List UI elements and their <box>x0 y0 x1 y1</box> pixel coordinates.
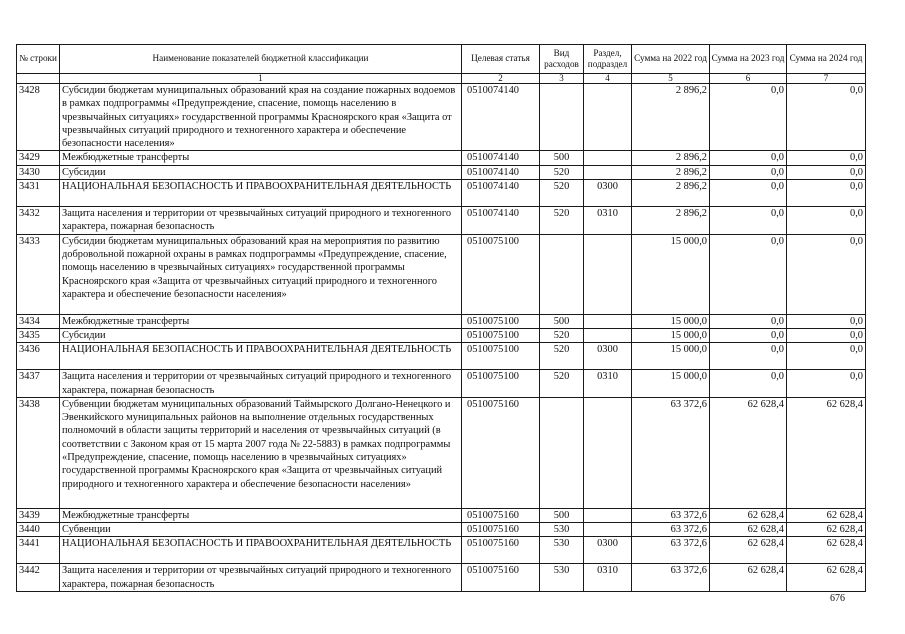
row-sum-2022: 15 000,0 <box>632 370 710 398</box>
table-row <box>17 84 866 151</box>
row-number: 3429 <box>17 151 60 165</box>
row-expense-type: 520 <box>540 343 584 370</box>
table-row <box>17 314 866 328</box>
column-number: 4 <box>584 74 632 84</box>
row-sum-2022: 63 372,6 <box>632 397 710 508</box>
table-row <box>17 397 866 508</box>
row-sum-2024: 0,0 <box>787 180 866 207</box>
column-number: 5 <box>632 74 710 84</box>
row-expense-type: 500 <box>540 151 584 165</box>
row-target-code: 0510075160 <box>462 508 540 522</box>
table-row <box>17 328 866 342</box>
row-target-code: 0510075160 <box>462 537 540 564</box>
row-expense-type: 520 <box>540 328 584 342</box>
row-sum-2024: 62 628,4 <box>787 564 866 592</box>
row-name: Субвенции бюджетам муниципальных образований Таймырского Долгано-Ненецкого и Эвенкийского муниципальных районов на выполнение отдельных государственных полномочий в области защиты территорий и населения от чрезвычайных ситуаций (в соответствии с Законом края от 15 марта 2007 года № 22-5883) в рамках подпрограммы «Предупреждение, спасение, помощь населению в чрезвычайных ситуациях» государственной программы Красноярского края «Защита от чрезвычайных ситуаций природного и техногенного характера и обеспечение безопасности населения» <box>60 397 462 508</box>
table-row <box>17 180 866 207</box>
row-section <box>584 84 632 151</box>
row-name: Защита населения и территории от чрезвычайных ситуаций природного и техногенного характера, пожарная безопасность <box>60 564 462 592</box>
row-sum-2022: 15 000,0 <box>632 343 710 370</box>
row-sum-2023: 0,0 <box>710 165 787 179</box>
row-sum-2023: 0,0 <box>710 151 787 165</box>
table-body <box>17 84 866 592</box>
table-row <box>17 234 866 314</box>
row-sum-2024: 0,0 <box>787 207 866 235</box>
row-number: 3440 <box>17 523 60 537</box>
row-name: Защита населения и территории от чрезвычайных ситуаций природного и техногенного характера, пожарная безопасность <box>60 207 462 235</box>
row-sum-2024: 62 628,4 <box>787 537 866 564</box>
row-sum-2024: 0,0 <box>787 84 866 151</box>
header-row <box>17 45 866 74</box>
column-number-row <box>17 74 866 84</box>
column-number: 3 <box>540 74 584 84</box>
row-sum-2024: 0,0 <box>787 165 866 179</box>
column-number: 1 <box>60 74 462 84</box>
header-sum-2023: Сумма на 2023 год <box>710 45 787 74</box>
row-sum-2023: 0,0 <box>710 370 787 398</box>
row-target-code: 0510075100 <box>462 234 540 314</box>
row-target-code: 0510075100 <box>462 370 540 398</box>
row-sum-2024: 0,0 <box>787 328 866 342</box>
row-sum-2023: 0,0 <box>710 180 787 207</box>
row-section: 0300 <box>584 180 632 207</box>
row-sum-2023: 0,0 <box>710 314 787 328</box>
row-target-code: 0510075100 <box>462 314 540 328</box>
row-sum-2023: 0,0 <box>710 343 787 370</box>
row-sum-2023: 62 628,4 <box>710 397 787 508</box>
row-section: 0300 <box>584 343 632 370</box>
row-expense-type: 520 <box>540 207 584 235</box>
row-number: 3433 <box>17 234 60 314</box>
row-section: 0300 <box>584 537 632 564</box>
column-number: 7 <box>787 74 866 84</box>
row-sum-2024: 62 628,4 <box>787 397 866 508</box>
column-number-empty <box>17 74 60 84</box>
row-number: 3434 <box>17 314 60 328</box>
table-row <box>17 207 866 235</box>
row-expense-type: 520 <box>540 180 584 207</box>
row-sum-2022: 63 372,6 <box>632 523 710 537</box>
row-section <box>584 523 632 537</box>
row-number: 3436 <box>17 343 60 370</box>
row-sum-2022: 63 372,6 <box>632 537 710 564</box>
row-name: Межбюджетные трансферты <box>60 314 462 328</box>
row-number: 3428 <box>17 84 60 151</box>
row-section <box>584 314 632 328</box>
row-sum-2023: 0,0 <box>710 207 787 235</box>
table-row <box>17 165 866 179</box>
row-sum-2024: 62 628,4 <box>787 523 866 537</box>
table-row <box>17 370 866 398</box>
header-num: № строки <box>17 45 60 74</box>
row-name: Межбюджетные трансферты <box>60 508 462 522</box>
row-sum-2022: 63 372,6 <box>632 564 710 592</box>
row-target-code: 0510074140 <box>462 151 540 165</box>
header-sum-2022: Сумма на 2022 год <box>632 45 710 74</box>
row-number: 3432 <box>17 207 60 235</box>
row-sum-2023: 0,0 <box>710 328 787 342</box>
row-section <box>584 328 632 342</box>
row-target-code: 0510075160 <box>462 523 540 537</box>
row-sum-2023: 62 628,4 <box>710 564 787 592</box>
row-number: 3430 <box>17 165 60 179</box>
row-name: НАЦИОНАЛЬНАЯ БЕЗОПАСНОСТЬ И ПРАВООХРАНИТЕЛЬНАЯ ДЕЯТЕЛЬНОСТЬ <box>60 343 462 370</box>
row-number: 3439 <box>17 508 60 522</box>
table-row <box>17 343 866 370</box>
row-section: 0310 <box>584 207 632 235</box>
row-sum-2022: 2 896,2 <box>632 151 710 165</box>
row-target-code: 0510074140 <box>462 84 540 151</box>
row-expense-type: 530 <box>540 537 584 564</box>
row-target-code: 0510075100 <box>462 328 540 342</box>
row-expense-type: 520 <box>540 370 584 398</box>
row-section: 0310 <box>584 370 632 398</box>
row-number: 3438 <box>17 397 60 508</box>
row-number: 3431 <box>17 180 60 207</box>
row-number: 3441 <box>17 537 60 564</box>
row-expense-type <box>540 397 584 508</box>
row-sum-2022: 15 000,0 <box>632 314 710 328</box>
row-name: Субвенции <box>60 523 462 537</box>
row-name: Межбюджетные трансферты <box>60 151 462 165</box>
row-target-code: 0510074140 <box>462 207 540 235</box>
row-section <box>584 508 632 522</box>
row-name: Субсидии <box>60 165 462 179</box>
row-sum-2023: 62 628,4 <box>710 537 787 564</box>
row-sum-2024: 0,0 <box>787 343 866 370</box>
page-number: 676 <box>830 593 845 604</box>
row-target-code: 0510075100 <box>462 343 540 370</box>
row-name: Субсидии бюджетам муниципальных образований края на мероприятия по развитию добровольной пожарной охраны в рамках подпрограммы «Предупреждение, спасение, помощь населению в чрезвычайных ситуациях» государственной программы Красноярского края «Защита от чрезвычайных ситуаций природного и техногенного характера и обеспечение безопасности населения» <box>60 234 462 314</box>
header-sum-2024: Сумма на 2024 год <box>787 45 866 74</box>
row-expense-type: 500 <box>540 314 584 328</box>
row-sum-2022: 63 372,6 <box>632 508 710 522</box>
row-sum-2023: 0,0 <box>710 84 787 151</box>
column-number: 6 <box>710 74 787 84</box>
row-section <box>584 151 632 165</box>
row-sum-2023: 62 628,4 <box>710 508 787 522</box>
row-sum-2023: 0,0 <box>710 234 787 314</box>
row-number: 3442 <box>17 564 60 592</box>
row-target-code: 0510074140 <box>462 165 540 179</box>
row-sum-2024: 0,0 <box>787 151 866 165</box>
row-sum-2024: 0,0 <box>787 234 866 314</box>
row-expense-type: 530 <box>540 564 584 592</box>
row-name: Субсидии бюджетам муниципальных образований края на создание пожарных водоемов в рамках подпрограммы «Предупреждение, спасение, помощь населению в чрезвычайных ситуациях» государственной программы Красноярского края «Защита от чрезвычайных ситуаций природного и техногенного характера и обеспечение безопасности населения» <box>60 84 462 151</box>
header-razd: Раздел, подраздел <box>584 45 632 74</box>
row-sum-2022: 2 896,2 <box>632 180 710 207</box>
row-sum-2024: 0,0 <box>787 370 866 398</box>
row-name: Субсидии <box>60 328 462 342</box>
row-sum-2022: 2 896,2 <box>632 84 710 151</box>
row-section: 0310 <box>584 564 632 592</box>
table-row <box>17 523 866 537</box>
row-section <box>584 397 632 508</box>
header-vid: Вид расходов <box>540 45 584 74</box>
row-number: 3437 <box>17 370 60 398</box>
row-sum-2022: 15 000,0 <box>632 328 710 342</box>
table-row <box>17 564 866 592</box>
row-sum-2023: 62 628,4 <box>710 523 787 537</box>
table-row <box>17 508 866 522</box>
row-name: НАЦИОНАЛЬНАЯ БЕЗОПАСНОСТЬ И ПРАВООХРАНИТЕЛЬНАЯ ДЕЯТЕЛЬНОСТЬ <box>60 180 462 207</box>
header-code: Целевая статья <box>462 45 540 74</box>
row-sum-2022: 15 000,0 <box>632 234 710 314</box>
row-expense-type: 530 <box>540 523 584 537</box>
row-expense-type <box>540 84 584 151</box>
row-expense-type: 520 <box>540 165 584 179</box>
row-target-code: 0510075160 <box>462 564 540 592</box>
row-target-code: 0510075160 <box>462 397 540 508</box>
column-number: 2 <box>462 74 540 84</box>
row-number: 3435 <box>17 328 60 342</box>
row-sum-2024: 0,0 <box>787 314 866 328</box>
row-expense-type: 500 <box>540 508 584 522</box>
row-sum-2022: 2 896,2 <box>632 207 710 235</box>
row-sum-2022: 2 896,2 <box>632 165 710 179</box>
row-sum-2024: 62 628,4 <box>787 508 866 522</box>
row-section <box>584 165 632 179</box>
budget-table <box>16 44 866 592</box>
row-target-code: 0510074140 <box>462 180 540 207</box>
row-name: Защита населения и территории от чрезвычайных ситуаций природного и техногенного характера, пожарная безопасность <box>60 370 462 398</box>
table-row <box>17 537 866 564</box>
table-row <box>17 151 866 165</box>
row-section <box>584 234 632 314</box>
header-name: Наименование показателей бюджетной классификации <box>60 45 462 74</box>
row-name: НАЦИОНАЛЬНАЯ БЕЗОПАСНОСТЬ И ПРАВООХРАНИТЕЛЬНАЯ ДЕЯТЕЛЬНОСТЬ <box>60 537 462 564</box>
row-expense-type <box>540 234 584 314</box>
